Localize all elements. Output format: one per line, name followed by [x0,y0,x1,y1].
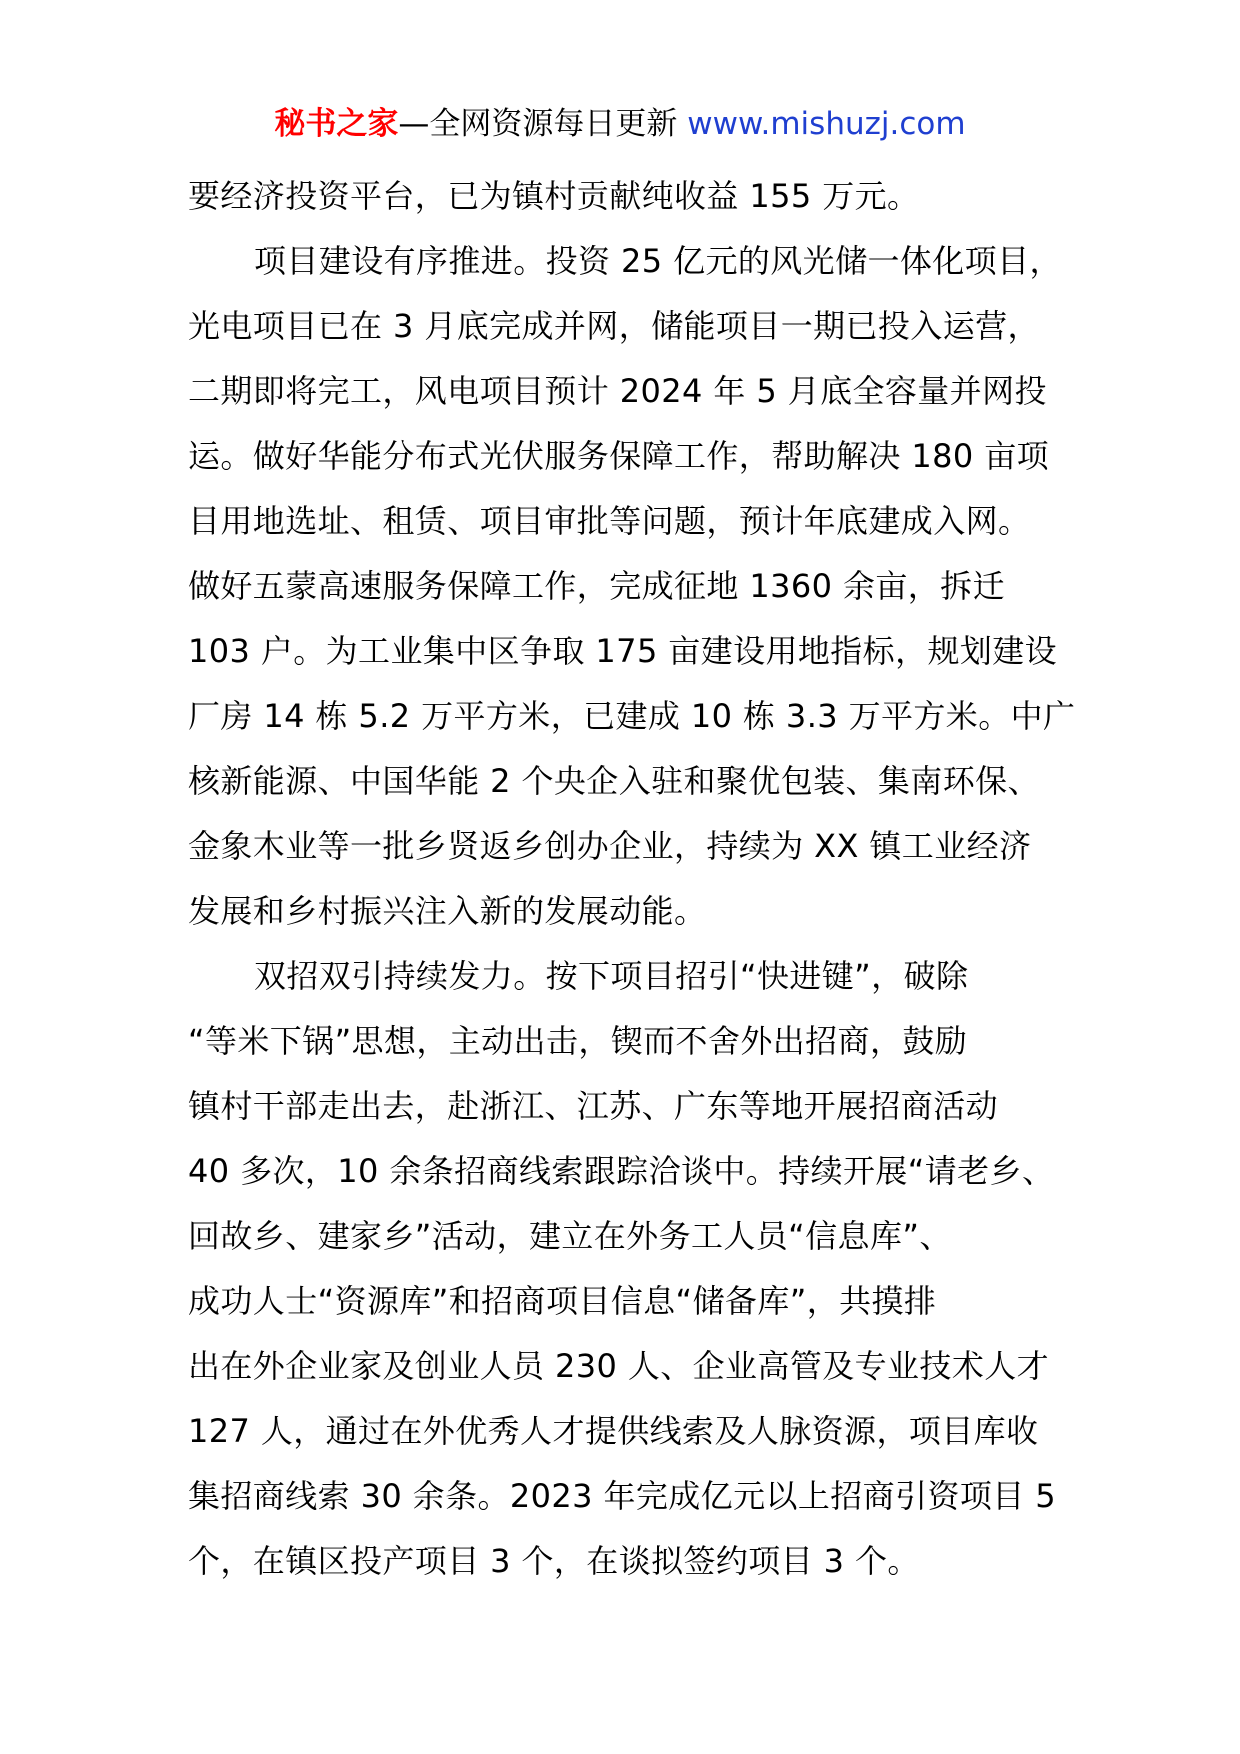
text-line: 发展和乡村振兴注入新的发展动能。 [188,892,707,930]
page-header [0,104,1240,144]
paragraph-start-line: 项目建设有序推进。投资 25 亿元的风光储一体化项目， [254,242,1062,280]
text-line: 集招商线索 30 余条。2023 年完成亿元以上招商引资项目 5 [188,1477,1057,1515]
text-line: 回故乡、建家乡”活动，建立在外务工人员“信息库”、 [188,1217,952,1255]
document-body [188,164,1076,1594]
text-line: 厂房 14 栋 5.2 万平方米，已建成 10 栋 3.3 万平方米。中广 [188,697,1076,735]
text-line: 二期即将完工，风电项目预计 2024 年 5 月底全容量并网投 [188,372,1047,410]
header-tagline: —全网资源每日更新 [398,106,688,142]
text-line: 核新能源、中国华能 2 个央企入驻和聚优包装、集南环保、 [188,762,1040,800]
text-line: 镇村干部走出去，赴浙江、江苏、广东等地开展招商活动 [188,1087,999,1125]
text-line: 103 户。为工业集中区争取 175 亩建设用地指标，规划建设 [188,632,1058,670]
text-line: “等米下锅”思想，主动出击，锲而不舍外出招商，鼓励 [188,1022,968,1060]
text-line: 光电项目已在 3 月底完成并网，储能项目一期已投入运营， [188,307,1040,345]
text-line: 个，在镇区投产项目 3 个，在谈拟签约项目 3 个。 [188,1542,920,1580]
header-brand: 秘书之家 [274,106,399,142]
text-line: 做好五蒙高速服务保障工作，完成征地 1360 余亩，拆迁 [188,567,1005,605]
text-line: 成功人士“资源库”和招商项目信息“储备库”，共摸排 [188,1282,937,1320]
text-line: 要经济投资平台，已为镇村贡献纯收益 155 万元。 [188,177,920,215]
text-line: 40 多次，10 余条招商线索跟踪洽谈中。持续开展“请老乡、 [188,1152,1055,1190]
text-line: 出在外企业家及创业人员 230 人、企业高管及专业技术人才 [188,1347,1050,1385]
paragraph-start-line: 双招双引持续发力。按下项目招引“快进键”，破除 [254,957,969,995]
header-url-link[interactable]: www.mishuzj.com [687,106,966,142]
text-line: 目用地选址、租赁、项目审批等问题，预计年底建成入网。 [188,502,1031,540]
text-line: 运。做好华能分布式光伏服务保障工作，帮助解决 180 亩项 [188,437,1050,475]
text-line: 127 人，通过在外优秀人才提供线索及人脉资源，项目库收 [188,1412,1039,1450]
text-line: 金象木业等一批乡贤返乡创办企业，持续为 XX 镇工业经济 [188,827,1032,865]
